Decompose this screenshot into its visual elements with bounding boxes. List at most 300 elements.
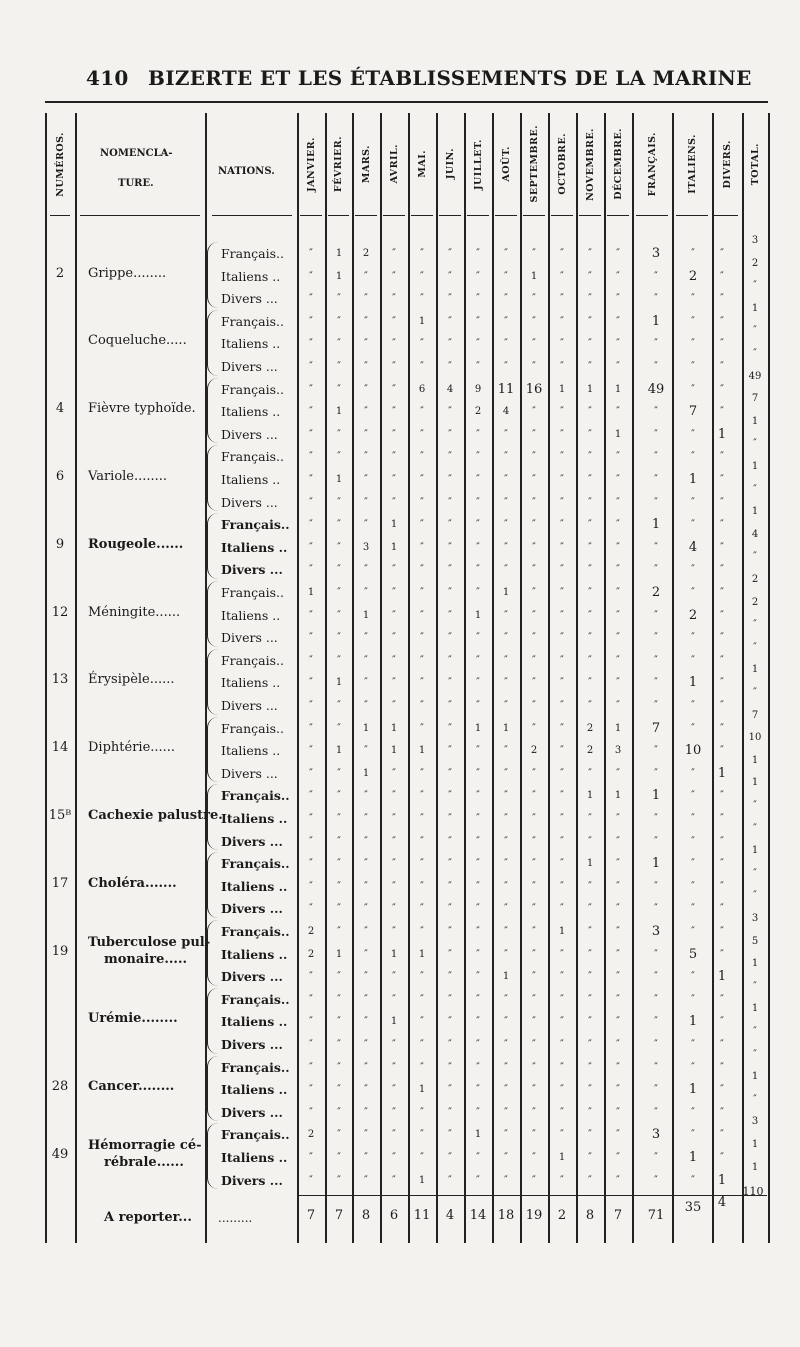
data-cell: ″ <box>392 813 396 824</box>
data-cell: ″ <box>560 315 564 327</box>
nation-label: Français.. <box>221 517 290 533</box>
data-cell: ″ <box>532 609 536 621</box>
header-underline <box>328 215 349 216</box>
data-cell: ″ <box>588 926 592 937</box>
data-cell: ″ <box>588 677 592 689</box>
nation-label: Divers ... <box>221 1037 283 1052</box>
data-cell: ″ <box>504 903 508 915</box>
data-cell: ″ <box>337 1061 341 1073</box>
data-cell: ″ <box>448 270 452 282</box>
data-cell: ″ <box>691 880 695 892</box>
nation-label: Français.. <box>221 585 284 600</box>
data-cell: ″ <box>588 813 592 824</box>
nation-label: Divers ... <box>221 291 278 307</box>
header-total <box>742 118 768 210</box>
header-numeros-text: NUMÉROS. <box>54 131 66 197</box>
data-cell: ″ <box>504 293 508 305</box>
total-cell: ″ <box>753 867 757 879</box>
data-cell: 1 <box>651 788 661 804</box>
data-cell: 1 <box>502 971 510 983</box>
data-cell: 1 <box>586 383 594 395</box>
data-cell: ″ <box>588 361 592 372</box>
data-cell: ″ <box>448 722 452 734</box>
footer-dots: ......... <box>218 1211 253 1225</box>
nation-label: Français.. <box>221 381 284 397</box>
data-cell: 6 <box>418 383 426 395</box>
data-cell: ″ <box>420 903 424 915</box>
data-cell: ″ <box>560 474 564 485</box>
data-cell: ″ <box>337 383 341 395</box>
data-cell: ″ <box>560 519 564 531</box>
nation-label: Italiens .. <box>221 1014 288 1030</box>
data-cell: ″ <box>691 315 695 327</box>
data-cell: ″ <box>476 858 480 870</box>
data-cell: ″ <box>504 677 508 689</box>
data-cell: 1 <box>335 948 343 960</box>
data-cell: ″ <box>588 993 592 1005</box>
row-number: 6 <box>55 469 65 484</box>
nation-label: Italiens .. <box>221 946 288 962</box>
data-cell: ″ <box>588 1106 592 1118</box>
data-cell: ″ <box>476 993 480 1005</box>
table-top-border <box>45 101 768 103</box>
data-cell: ″ <box>420 993 424 1005</box>
data-cell: ″ <box>504 451 508 463</box>
data-cell: ″ <box>720 835 724 847</box>
data-cell: 1 <box>474 1129 482 1141</box>
data-cell: ″ <box>691 835 695 847</box>
data-cell: ″ <box>448 926 452 937</box>
data-cell: ″ <box>532 564 536 576</box>
data-cell: 1 <box>390 745 398 757</box>
data-cell: ″ <box>532 474 536 485</box>
data-cell: ″ <box>337 722 341 734</box>
data-cell: ″ <box>392 315 396 327</box>
data-cell: ″ <box>691 971 695 983</box>
data-cell: ″ <box>720 451 724 463</box>
total-cell: ″ <box>753 348 757 359</box>
data-cell: ″ <box>448 315 452 327</box>
data-cell: ″ <box>532 700 536 711</box>
data-cell: ″ <box>588 248 592 259</box>
data-cell: ″ <box>654 835 658 847</box>
data-cell: ″ <box>654 700 658 711</box>
nation-label: Français.. <box>221 1127 290 1143</box>
data-cell: ″ <box>476 926 480 937</box>
data-cell: ″ <box>691 1106 695 1118</box>
data-cell: ″ <box>720 609 724 621</box>
nation-label: Italiens .. <box>221 1082 288 1098</box>
nation-label: Français.. <box>221 1059 290 1075</box>
data-cell: ″ <box>560 767 564 779</box>
data-cell: ″ <box>504 474 508 485</box>
total-cell: 2 <box>751 596 759 608</box>
data-cell: ″ <box>532 361 536 372</box>
data-cell: ″ <box>560 745 564 757</box>
data-cell: ″ <box>476 451 480 463</box>
data-cell: ″ <box>504 1084 508 1096</box>
data-cell: ″ <box>532 1016 536 1028</box>
data-cell: ″ <box>392 564 396 576</box>
data-cell: ″ <box>691 722 695 734</box>
header-underline <box>636 215 668 216</box>
data-cell: ″ <box>720 858 724 870</box>
footer-month-total: 2 <box>557 1208 567 1223</box>
row-number: 13 <box>51 672 69 688</box>
nation-label: Divers ... <box>221 426 278 442</box>
data-cell: 1 <box>651 313 661 329</box>
nation-label: Divers ... <box>221 359 278 374</box>
data-cell: ″ <box>337 1129 341 1141</box>
data-cell: ″ <box>309 722 313 734</box>
data-cell: ″ <box>588 654 592 666</box>
data-cell: ″ <box>392 428 396 440</box>
data-cell: ″ <box>720 361 724 372</box>
data-cell: ″ <box>337 1039 341 1050</box>
data-cell: ″ <box>448 587 452 598</box>
data-cell: ″ <box>392 1129 396 1141</box>
total-cell: 49 <box>748 370 762 382</box>
data-cell: ″ <box>364 880 368 892</box>
data-cell: ″ <box>392 496 396 508</box>
header-underline <box>355 215 377 216</box>
data-cell: ″ <box>392 767 396 779</box>
header-underline <box>607 215 629 216</box>
header-underline <box>212 215 292 216</box>
data-cell: ″ <box>654 745 658 757</box>
data-cell: ″ <box>364 903 368 915</box>
data-cell: ″ <box>532 1039 536 1050</box>
header-underline <box>467 215 489 216</box>
data-cell: ″ <box>532 722 536 734</box>
header-nomenclature-2: TURE. <box>118 178 154 189</box>
data-cell: ″ <box>337 338 341 350</box>
data-cell: ″ <box>560 361 564 372</box>
data-cell: ″ <box>309 993 313 1005</box>
total-cell: ″ <box>753 483 757 495</box>
row-brace <box>207 920 218 986</box>
data-cell: ″ <box>720 1039 724 1050</box>
data-cell: ″ <box>560 248 564 259</box>
data-cell: ″ <box>532 880 536 892</box>
footer-francais: 71 <box>647 1208 665 1223</box>
data-cell: 1 <box>390 722 398 734</box>
total-cell: ″ <box>753 1093 757 1105</box>
data-cell: ″ <box>616 293 620 305</box>
data-cell: ″ <box>616 858 620 870</box>
data-cell: ″ <box>309 406 313 418</box>
footer-month-total: 7 <box>334 1208 344 1223</box>
data-cell: ″ <box>364 406 368 418</box>
row-brace <box>207 988 218 1054</box>
data-cell: ″ <box>448 880 452 892</box>
data-cell: ″ <box>420 1016 424 1028</box>
data-cell: ″ <box>691 248 695 259</box>
row-number: 15ᴮ <box>48 808 72 823</box>
disease-name: Urémie........ <box>88 1011 178 1027</box>
header-total-text: ITALIENS. <box>686 134 698 194</box>
data-cell: ″ <box>364 496 368 508</box>
data-cell: ″ <box>654 1152 658 1163</box>
data-cell: ″ <box>364 677 368 689</box>
data-cell: ″ <box>364 993 368 1005</box>
data-cell: ″ <box>560 835 564 847</box>
row-number: 14 <box>51 740 69 756</box>
data-cell: ″ <box>364 813 368 824</box>
data-cell: ″ <box>654 677 658 689</box>
data-cell: ″ <box>616 880 620 892</box>
data-cell: ″ <box>691 451 695 463</box>
data-cell: ″ <box>420 428 424 440</box>
data-cell: ″ <box>420 790 424 802</box>
data-cell: ″ <box>392 632 396 644</box>
data-cell: ″ <box>364 790 368 802</box>
data-cell: ″ <box>504 880 508 892</box>
data-cell: 2 <box>307 1129 315 1141</box>
data-cell: ″ <box>420 406 424 418</box>
data-cell: 1 <box>335 406 343 418</box>
data-cell: ″ <box>532 993 536 1005</box>
header-month <box>492 118 520 210</box>
data-cell: ″ <box>720 383 724 395</box>
header-month-text: JUIN. <box>444 148 456 180</box>
data-cell: ″ <box>364 428 368 440</box>
data-cell: ″ <box>476 361 480 372</box>
data-cell: 1 <box>418 745 426 757</box>
footer-month-total: 4 <box>445 1208 455 1223</box>
data-cell: ″ <box>364 1016 368 1028</box>
data-cell: ″ <box>720 790 724 802</box>
data-cell: ″ <box>691 767 695 779</box>
header-month <box>408 118 436 210</box>
data-cell: ″ <box>654 813 658 824</box>
data-cell: ″ <box>588 338 592 350</box>
data-cell: ″ <box>504 361 508 372</box>
data-cell: ″ <box>476 428 480 440</box>
data-cell: ″ <box>532 971 536 983</box>
data-cell: ″ <box>476 1016 480 1028</box>
nation-label: Français.. <box>221 652 284 668</box>
header-month <box>325 118 352 210</box>
data-cell: 1 <box>651 517 661 533</box>
data-cell: ″ <box>364 858 368 870</box>
data-cell: ″ <box>337 451 341 463</box>
data-cell: ″ <box>532 858 536 870</box>
data-cell: 2 <box>530 745 538 757</box>
data-cell: ″ <box>364 632 368 644</box>
data-cell: ″ <box>476 1174 480 1186</box>
data-cell: 1 <box>717 1172 727 1188</box>
nation-label: Divers ... <box>221 1172 283 1188</box>
data-cell: ″ <box>420 632 424 644</box>
footer-month-total: 18 <box>497 1208 515 1223</box>
data-cell: 1 <box>558 383 566 395</box>
data-cell: 49 <box>647 381 665 397</box>
header-month-text: JANVIER. <box>305 136 317 192</box>
data-cell: ″ <box>691 1174 695 1186</box>
data-cell: ″ <box>720 903 724 915</box>
nation-label: Italiens .. <box>221 268 281 284</box>
data-cell: ″ <box>337 700 341 711</box>
data-cell: ″ <box>392 1061 396 1073</box>
data-cell: ″ <box>588 700 592 711</box>
data-cell: ″ <box>691 519 695 531</box>
header-month-text: AOÛT. <box>500 146 512 182</box>
data-cell: ″ <box>504 632 508 644</box>
data-cell: ″ <box>532 428 536 440</box>
data-cell: ″ <box>364 745 368 757</box>
data-cell: ″ <box>476 632 480 644</box>
data-cell: 2 <box>586 745 594 757</box>
row-brace <box>207 1056 218 1122</box>
data-cell: 1 <box>335 474 343 485</box>
data-cell: ″ <box>560 609 564 621</box>
data-cell: ″ <box>654 1061 658 1073</box>
data-cell: ″ <box>560 632 564 644</box>
footer-label: A reporter... <box>104 1210 192 1225</box>
data-cell: ″ <box>309 835 313 847</box>
data-cell: ″ <box>616 1016 620 1028</box>
data-cell: ″ <box>720 654 724 666</box>
data-cell: ″ <box>476 1152 480 1163</box>
data-cell: ″ <box>448 293 452 305</box>
nation-label: Italiens .. <box>221 404 281 420</box>
header-month-text: MAI. <box>416 150 428 178</box>
data-cell: ″ <box>560 1084 564 1096</box>
data-cell: 3 <box>362 541 370 553</box>
data-cell: 2 <box>586 722 594 734</box>
data-cell: ″ <box>364 1106 368 1118</box>
total-cell: 3 <box>751 1116 759 1128</box>
data-cell: ″ <box>420 587 424 598</box>
data-cell: ″ <box>616 1106 620 1118</box>
data-cell: ″ <box>532 1152 536 1163</box>
data-cell: ″ <box>309 383 313 395</box>
data-cell: ″ <box>532 632 536 644</box>
nation-label: Divers ... <box>221 1104 283 1120</box>
nation-label: Italiens .. <box>221 539 288 555</box>
nation-label: Italiens .. <box>221 743 281 759</box>
nation-label: Italiens .. <box>221 472 281 487</box>
data-cell: ″ <box>616 632 620 644</box>
data-cell: ″ <box>309 858 313 870</box>
data-cell: 1 <box>474 722 482 734</box>
disease-name: Variole........ <box>88 469 168 484</box>
data-cell: ″ <box>616 541 620 553</box>
nation-label: Italiens .. <box>221 878 288 894</box>
data-cell: ″ <box>504 338 508 350</box>
data-cell: ″ <box>476 541 480 553</box>
data-cell: ″ <box>476 700 480 711</box>
data-cell: 11 <box>497 381 515 397</box>
data-cell: ″ <box>448 835 452 847</box>
data-cell: ″ <box>337 835 341 847</box>
data-cell: ″ <box>560 948 564 960</box>
data-cell: ″ <box>337 609 341 621</box>
data-cell: ″ <box>476 835 480 847</box>
data-cell: ″ <box>309 315 313 327</box>
data-cell: ″ <box>448 971 452 983</box>
data-cell: ″ <box>720 722 724 734</box>
data-cell: ″ <box>476 519 480 531</box>
data-cell: ″ <box>476 1106 480 1118</box>
data-cell: ″ <box>309 1084 313 1096</box>
data-cell: 1 <box>688 1150 698 1165</box>
disease-name-cont: rébrale...... <box>104 1155 184 1170</box>
data-cell: 1 <box>688 472 698 487</box>
row-brace <box>207 242 218 308</box>
data-cell: 1 <box>390 541 398 553</box>
header-numeros <box>45 118 75 210</box>
total-cell: 7 <box>751 393 759 405</box>
data-cell: ″ <box>448 858 452 870</box>
total-cell: ″ <box>753 325 757 337</box>
data-cell: ″ <box>364 270 368 282</box>
disease-name: Diphtérie...... <box>88 740 176 756</box>
data-cell: ″ <box>309 677 313 689</box>
data-cell: ″ <box>476 496 480 508</box>
data-cell: ″ <box>504 813 508 824</box>
data-cell: ″ <box>448 451 452 463</box>
data-cell: ″ <box>448 474 452 485</box>
total-cell: 2 <box>751 574 759 585</box>
data-cell: ″ <box>532 451 536 463</box>
data-cell: ″ <box>337 993 341 1005</box>
data-cell: ″ <box>720 880 724 892</box>
total-cell: ″ <box>753 1026 757 1037</box>
data-cell: ″ <box>337 1106 341 1118</box>
footer-italiens: 35 <box>684 1200 702 1215</box>
header-nations: NATIONS. <box>218 166 275 177</box>
data-cell: ″ <box>420 722 424 734</box>
data-cell: ″ <box>691 361 695 372</box>
data-cell: ″ <box>504 496 508 508</box>
data-cell: 9 <box>474 383 482 395</box>
row-number: 9 <box>55 536 65 552</box>
data-cell: ″ <box>309 609 313 621</box>
data-cell: ″ <box>616 813 620 824</box>
data-cell: ″ <box>532 1084 536 1096</box>
data-cell: ″ <box>337 790 341 802</box>
data-cell: ″ <box>504 858 508 870</box>
data-cell: ″ <box>720 541 724 553</box>
data-cell: ″ <box>560 451 564 463</box>
nation-label: Italiens .. <box>221 675 281 691</box>
data-cell: ″ <box>476 248 480 259</box>
data-cell: ″ <box>476 1061 480 1073</box>
data-cell: ″ <box>448 948 452 960</box>
data-cell: 4 <box>502 406 510 418</box>
data-cell: ″ <box>691 903 695 915</box>
data-cell: ″ <box>654 564 658 576</box>
data-cell: ″ <box>720 1016 724 1028</box>
data-cell: ″ <box>560 903 564 915</box>
data-cell: ″ <box>691 858 695 870</box>
nation-label: Français.. <box>221 788 290 804</box>
data-cell: ″ <box>588 428 592 440</box>
data-cell: ″ <box>654 767 658 779</box>
data-cell: ″ <box>309 1016 313 1028</box>
data-cell: ″ <box>532 813 536 824</box>
header-underline <box>383 215 405 216</box>
data-cell: ″ <box>588 474 592 485</box>
header-month <box>297 118 325 210</box>
data-cell: ″ <box>337 1016 341 1028</box>
data-cell: ″ <box>616 564 620 576</box>
data-cell: ″ <box>364 1129 368 1141</box>
data-cell: ″ <box>420 1106 424 1118</box>
data-cell: ″ <box>309 338 313 350</box>
